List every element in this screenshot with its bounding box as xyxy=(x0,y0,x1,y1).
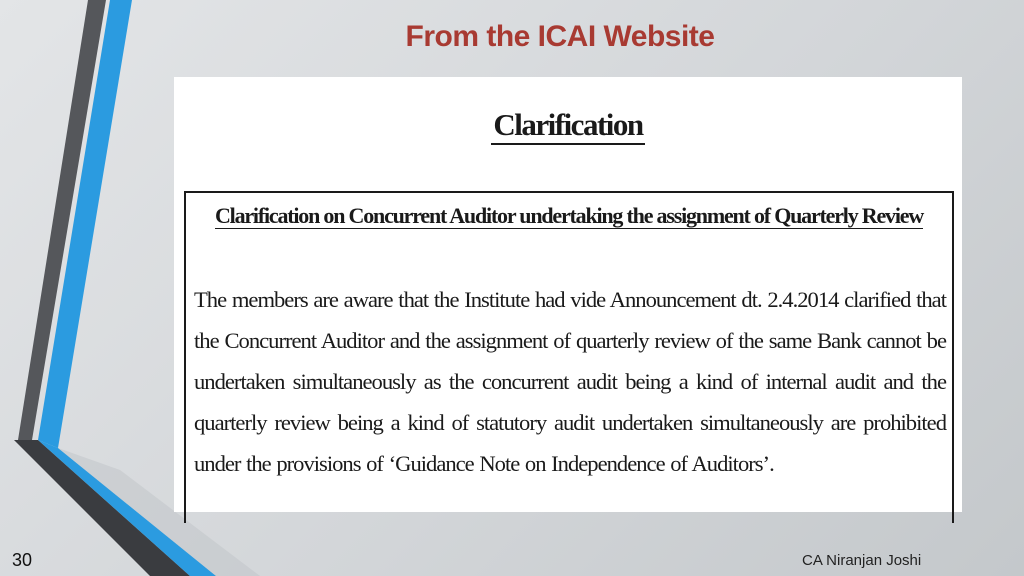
clarification-box-heading-text: Clarification on Concurrent Auditor undertaking the assignment of Quarterly Review xyxy=(214,203,924,228)
slide-title: From the ICAI Website xyxy=(405,20,715,53)
clarification-box xyxy=(184,191,954,523)
document-heading xyxy=(174,107,962,143)
clarification-body-text: The members are aware that the Institute had vide Announcement dt. 2.4.2014 clarified that the Concurrent Auditor and the assignment of quarterly review of the same Bank cannot be undertaken simultaneously as the concurrent audit being a kind of internal audit and the quarterly review being a kind of statutory audit undertaken simultaneously are prohibited under the provisions of ‘Guidance Note on Independence of Auditors’. xyxy=(194,287,946,476)
document-image xyxy=(174,77,962,512)
clarification-box-heading xyxy=(186,203,952,229)
document-heading-text: Clarification xyxy=(491,107,644,145)
author-footer: CA Niranjan Joshi xyxy=(802,552,922,569)
slide-number: 30 xyxy=(12,550,33,570)
